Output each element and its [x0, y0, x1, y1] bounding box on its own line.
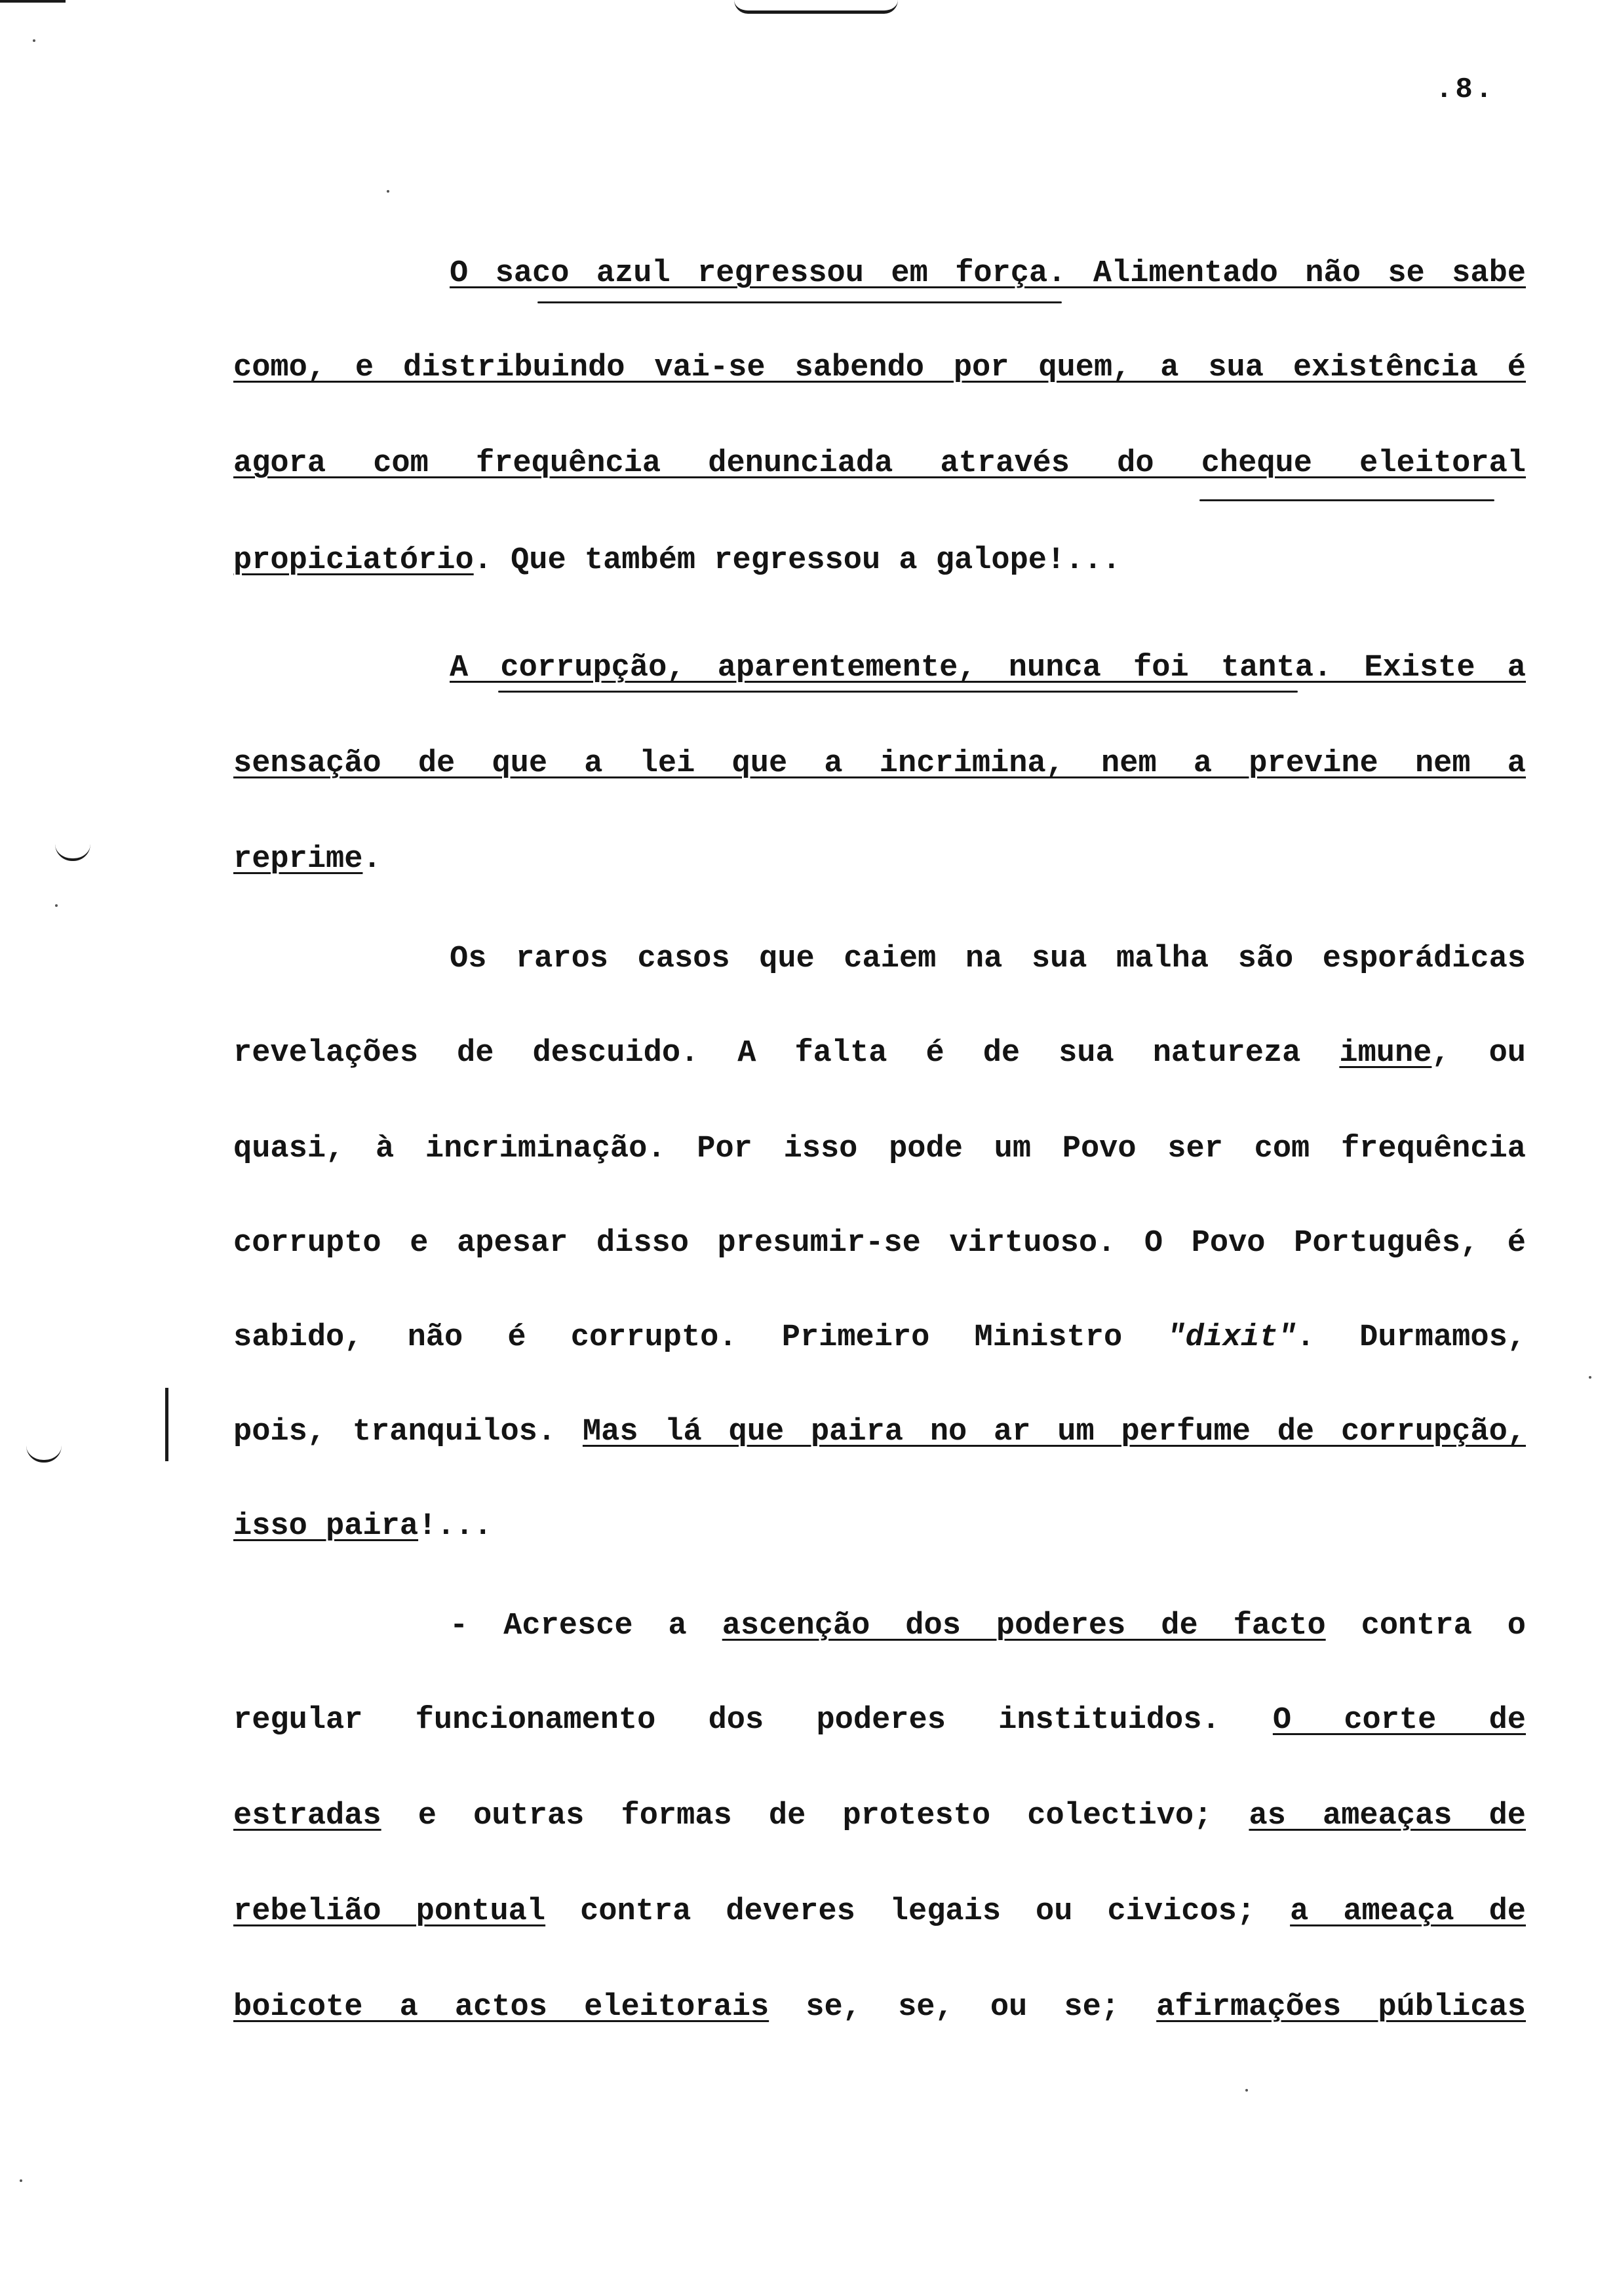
text-segment: quasi, à incriminação. Por isso pode um Povo ser com frequência: [233, 1132, 1526, 1166]
text-line: [233, 1224, 1526, 1263]
text-line: [233, 840, 1526, 879]
underlined-text: afirmações públicas: [1156, 1990, 1526, 2025]
text-segment: pois, tranquilos.: [233, 1415, 583, 1449]
text-segment: !...: [418, 1509, 492, 1544]
underlined-text: sensação de que a lei que a incrimina, nem a previne nem a: [233, 746, 1526, 781]
underlined-text: propiciatório: [233, 543, 474, 578]
binding-mark: [734, 0, 898, 14]
text-line: [233, 1701, 1526, 1740]
scan-speck: [1589, 1376, 1591, 1379]
handwritten-underline-mark: [537, 301, 1062, 303]
page-number: .8.: [1435, 73, 1496, 106]
text-segment: . Durmamos,: [1296, 1320, 1526, 1355]
text-line: [233, 940, 1526, 979]
underlined-text: reprime: [233, 842, 363, 877]
underlined-text: a ameaça de: [1290, 1894, 1526, 1929]
text-segment: sabido, não é corrupto. Primeiro Ministro: [233, 1320, 1167, 1355]
scan-speck: [33, 39, 35, 42]
text-segment: e outras formas de protesto colectivo;: [381, 1799, 1249, 1833]
underlined-text: isso paira: [233, 1509, 419, 1544]
text-segment: revelações de descuido. A falta é de sua natureza: [233, 1036, 1340, 1071]
text-line: [233, 1797, 1526, 1836]
underlined-text: O saco azul regressou em força. Alimentado não se sabe: [450, 256, 1526, 291]
scan-speck: [387, 190, 389, 193]
text-segment: contra o: [1325, 1609, 1526, 1643]
text-line: [233, 744, 1526, 784]
underlined-text: as ameaças de: [1249, 1799, 1526, 1833]
underlined-text: como, e distribuindo vai-se sabendo por quem, a sua existência é: [233, 351, 1526, 385]
italic-text: "dixit": [1167, 1320, 1296, 1355]
text-segment: Os raros casos que caiem na sua malha são esporádicas: [450, 942, 1526, 976]
text-segment: . Que também regressou a galope!...: [473, 543, 1121, 578]
text-segment: - Acresce a: [450, 1609, 722, 1643]
handwritten-underline-mark: [1199, 499, 1494, 501]
text-line: [233, 444, 1526, 484]
text-segment: se, se, ou se;: [769, 1990, 1157, 2025]
text-segment: , ou: [1431, 1036, 1526, 1071]
text-line: [233, 1318, 1526, 1358]
text-line: [233, 649, 1526, 688]
handwritten-underline-mark: [498, 691, 1298, 693]
margin-vertical-bar: [165, 1388, 168, 1461]
text-segment: .: [362, 842, 381, 877]
margin-bracket-mark: [55, 844, 90, 861]
text-line: [233, 1988, 1526, 2027]
underlined-text: O corte de: [1272, 1703, 1526, 1738]
scan-speck: [55, 904, 58, 907]
text-line: [233, 1413, 1526, 1452]
text-line: [233, 1607, 1526, 1646]
underlined-text: imune: [1339, 1036, 1432, 1071]
underlined-text: boicote a actos eleitorais: [233, 1990, 769, 2025]
text-line: [233, 1130, 1526, 1169]
text-segment: corrupto e apesar disso presumir-se virtuoso. O Povo Português, é: [233, 1226, 1526, 1261]
text-line: [233, 541, 1526, 581]
scan-speck: [20, 2179, 22, 2182]
underlined-text: A corrupção, aparentemente, nunca foi tanta. Existe a: [450, 651, 1526, 685]
text-line: [233, 1034, 1526, 1073]
text-line: [233, 349, 1526, 388]
margin-bracket-mark: [26, 1445, 62, 1463]
underlined-text: estradas: [233, 1799, 381, 1833]
underlined-text: agora com frequência denunciada através do cheque eleitoral: [233, 446, 1526, 481]
text-line: [233, 1892, 1526, 1932]
text-segment: contra deveres legais ou civicos;: [545, 1894, 1291, 1929]
text-line: [233, 1507, 1526, 1546]
scan-speck: [1245, 2089, 1248, 2092]
text-line: [233, 254, 1526, 294]
underlined-text: ascenção dos poderes de facto: [722, 1609, 1326, 1643]
underlined-text: rebelião pontual: [233, 1894, 546, 1929]
scan-edge-mark: [0, 0, 66, 3]
text-segment: regular funcionamento dos poderes instituidos.: [233, 1703, 1273, 1738]
underlined-text: Mas lá que paira no ar um perfume de corrupção,: [582, 1415, 1526, 1449]
